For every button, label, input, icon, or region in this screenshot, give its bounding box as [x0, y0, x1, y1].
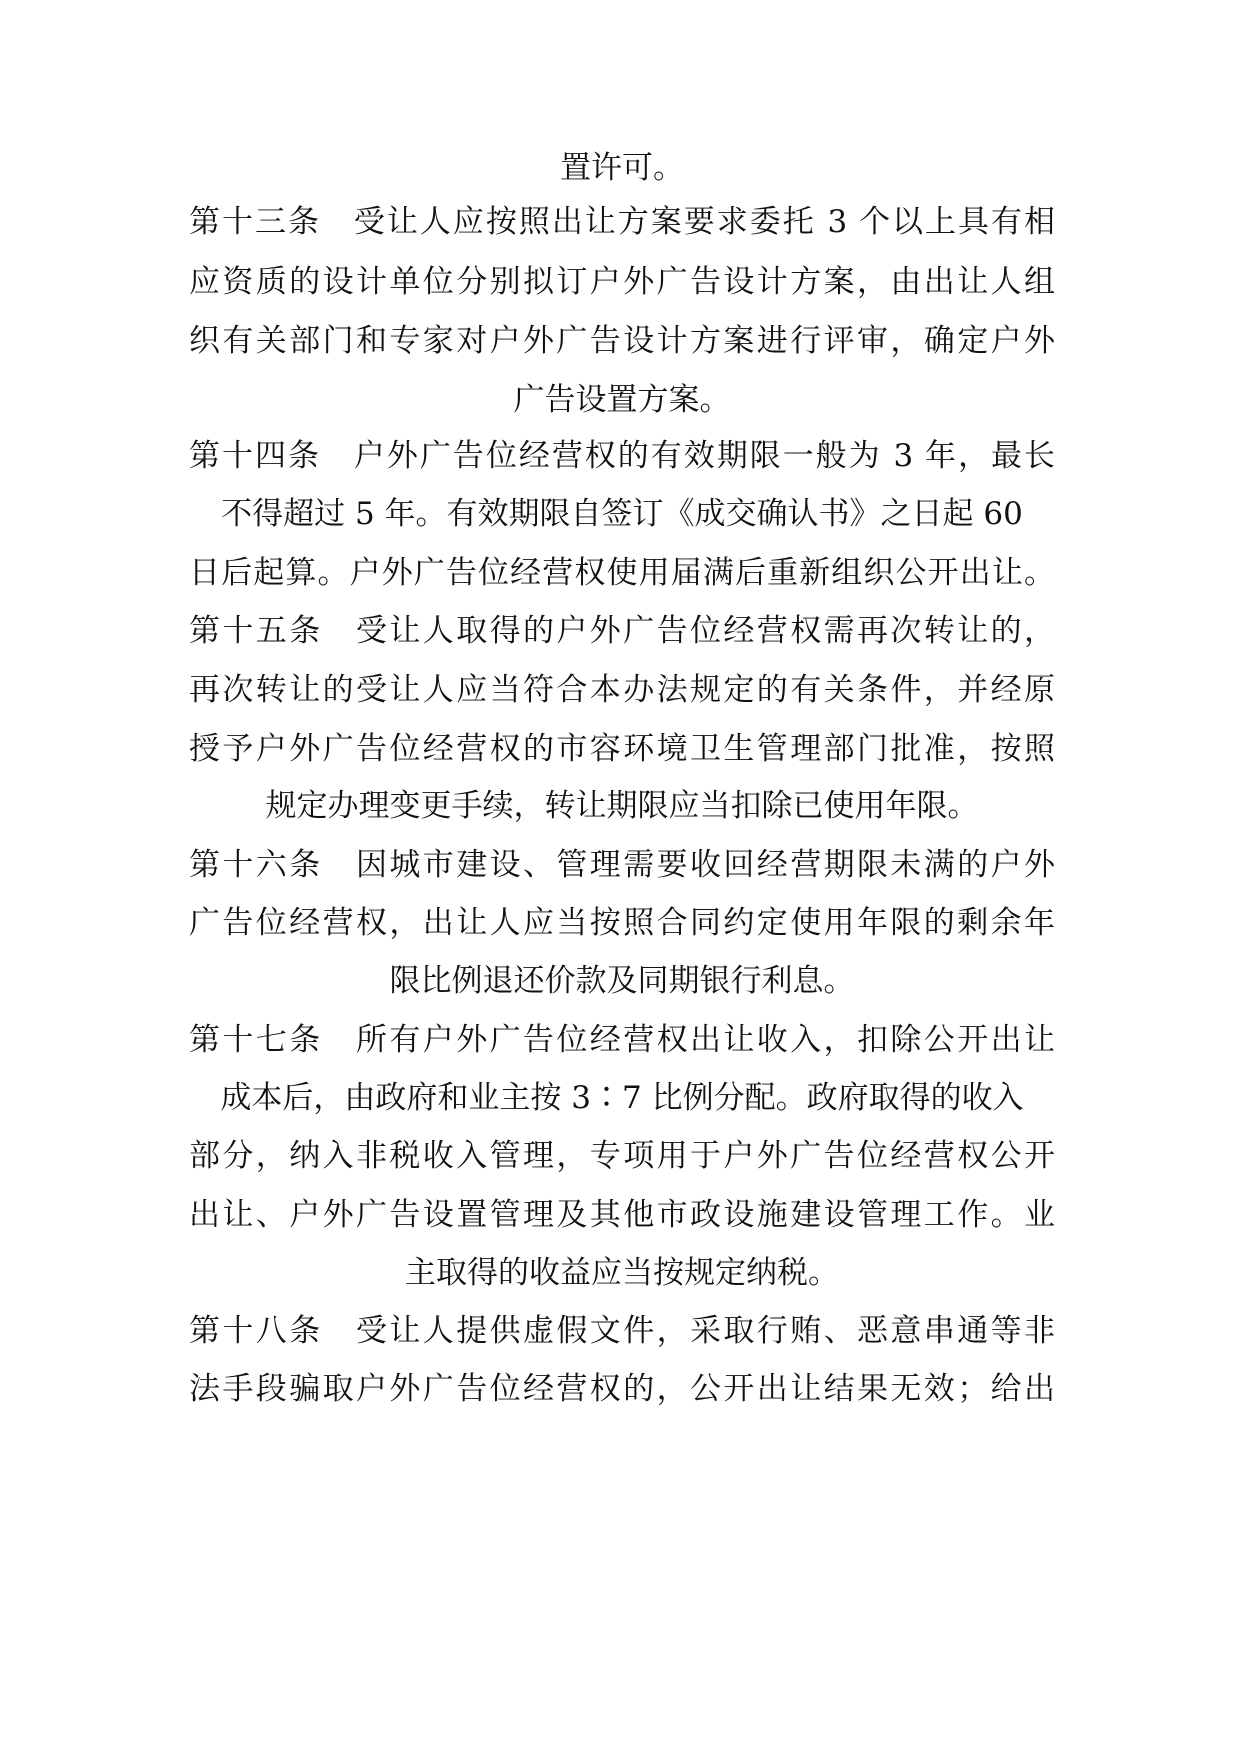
text-line-15: 限比例退还价款及同期银行利息。: [389, 963, 855, 999]
text-line-7: 不得超过 5 年。有效期限自签订《成交确认书》之日起 60: [221, 496, 1023, 532]
text-line-1: 置许可。: [560, 150, 684, 186]
text-line-20: 主取得的收益应当按规定纳税。: [405, 1255, 839, 1291]
text-line-2: 第十三条 受让人应按照出让方案要求委托 3 个以上具有相: [189, 204, 1055, 240]
text-line-4: 织有关部门和专家对户外广告设计方案进行评审，确定户外: [189, 323, 1055, 359]
text-line-5: 广告设置方案。: [513, 382, 731, 418]
text-line-9: 第十五条 受让人取得的户外广告位经营权需再次转让的，: [189, 613, 1055, 649]
text-line-22: 法手段骗取户外广告位经营权的，公开出让结果无效；给出: [189, 1371, 1055, 1407]
text-line-13: 第十六条 因城市建设、管理需要收回经营期限未满的户外: [189, 847, 1055, 883]
text-line-19: 出让、户外广告设置管理及其他市政设施建设管理工作。业: [189, 1197, 1055, 1233]
text-line-10: 再次转让的受让人应当符合本办法规定的有关条件，并经原: [189, 672, 1055, 708]
text-line-3: 应资质的设计单位分别拟订户外广告设计方案，由出让人组: [189, 264, 1055, 300]
text-line-12: 规定办理变更手续，转让期限应当扣除已使用年限。: [265, 788, 979, 824]
text-line-14: 广告位经营权，出让人应当按照合同约定使用年限的剩余年: [189, 905, 1055, 941]
text-line-17: 成本后，由政府和业主按 3∶7 比例分配。政府取得的收入: [220, 1080, 1024, 1116]
text-line-18: 部分，纳入非税收入管理，专项用于户外广告位经营权公开: [189, 1138, 1055, 1174]
text-line-21: 第十八条 受让人提供虚假文件，采取行贿、恶意串通等非: [189, 1313, 1055, 1349]
text-line-8: 日后起算。户外广告位经营权使用届满后重新组织公开出让。: [189, 555, 1055, 591]
text-line-16: 第十七条 所有户外广告位经营权出让收入，扣除公开出让: [189, 1022, 1055, 1058]
text-line-6: 第十四条 户外广告位经营权的有效期限一般为 3 年，最长: [189, 438, 1055, 474]
text-line-11: 授予户外广告位经营权的市容环境卫生管理部门批准，按照: [189, 731, 1055, 767]
